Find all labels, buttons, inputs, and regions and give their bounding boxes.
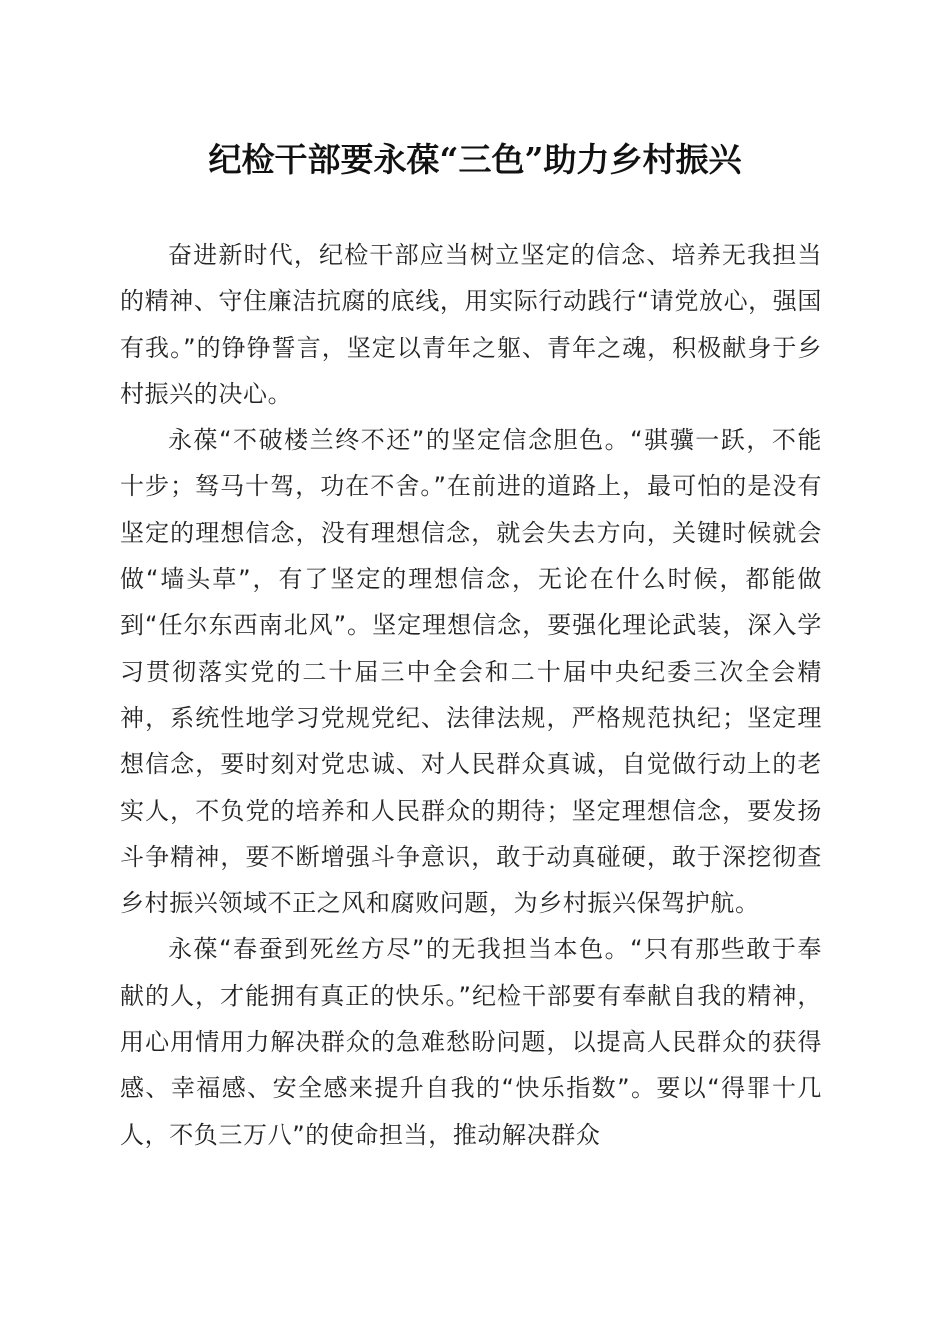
document-body (120, 232, 822, 1158)
paragraph-selfless-dedication: 永葆“春蚕到死丝方尽”的无我担当本色。“只有那些敢于奉献的人，才能拥有真正的快乐。”纪检干部要有奉献自我的精神，用心用情用力解决群众的急难愁盼问题，以提高人民群众的获得感、幸福感、安全感来提升自我的“快乐指数”。要以“得罪十几人，不负三万八”的使命担当，推动解决群众 (120, 935, 822, 1149)
paragraph-intro: 奋进新时代，纪检干部应当树立坚定的信念、培养无我担当的精神、守住廉洁抗腐的底线，用实际行动践行“请党放心，强国有我。”的铮铮誓言，坚定以青年之躯、青年之魂，积极献身于乡村振兴的决心。 (120, 241, 822, 408)
document-title: 纪检干部要永葆“三色”助力乡村振兴 (208, 140, 742, 179)
paragraph-firm-belief: 永葆“不破楼兰终不还”的坚定信念胆色。“骐骥一跃，不能十步；驽马十驾，功在不舍。”在前进的道路上，最可怕的是没有坚定的理想信念，没有理想信念，就会失去方向，关键时候就会做“墙头草”，有了坚定的理想信念，无论在什么时候，都能做到“任尔东西南北风”。坚定理想信念，要强化理论武装，深入学习贯彻落实党的二十届三中全会和二十届中央纪委三次全会精神，系统性地学习党规党纪、法律法规，严格规范执纪；坚定理想信念，要时刻对党忠诚、对人民群众真诚，自觉做行动上的老实人，不负党的培养和人民群众的期待；坚定理想信念，要发扬斗争精神，要不断增强斗争意识，敢于动真碰硬，敢于深挖彻查乡村振兴领域不正之风和腐败问题，为乡村振兴保驾护航。 (120, 426, 822, 918)
